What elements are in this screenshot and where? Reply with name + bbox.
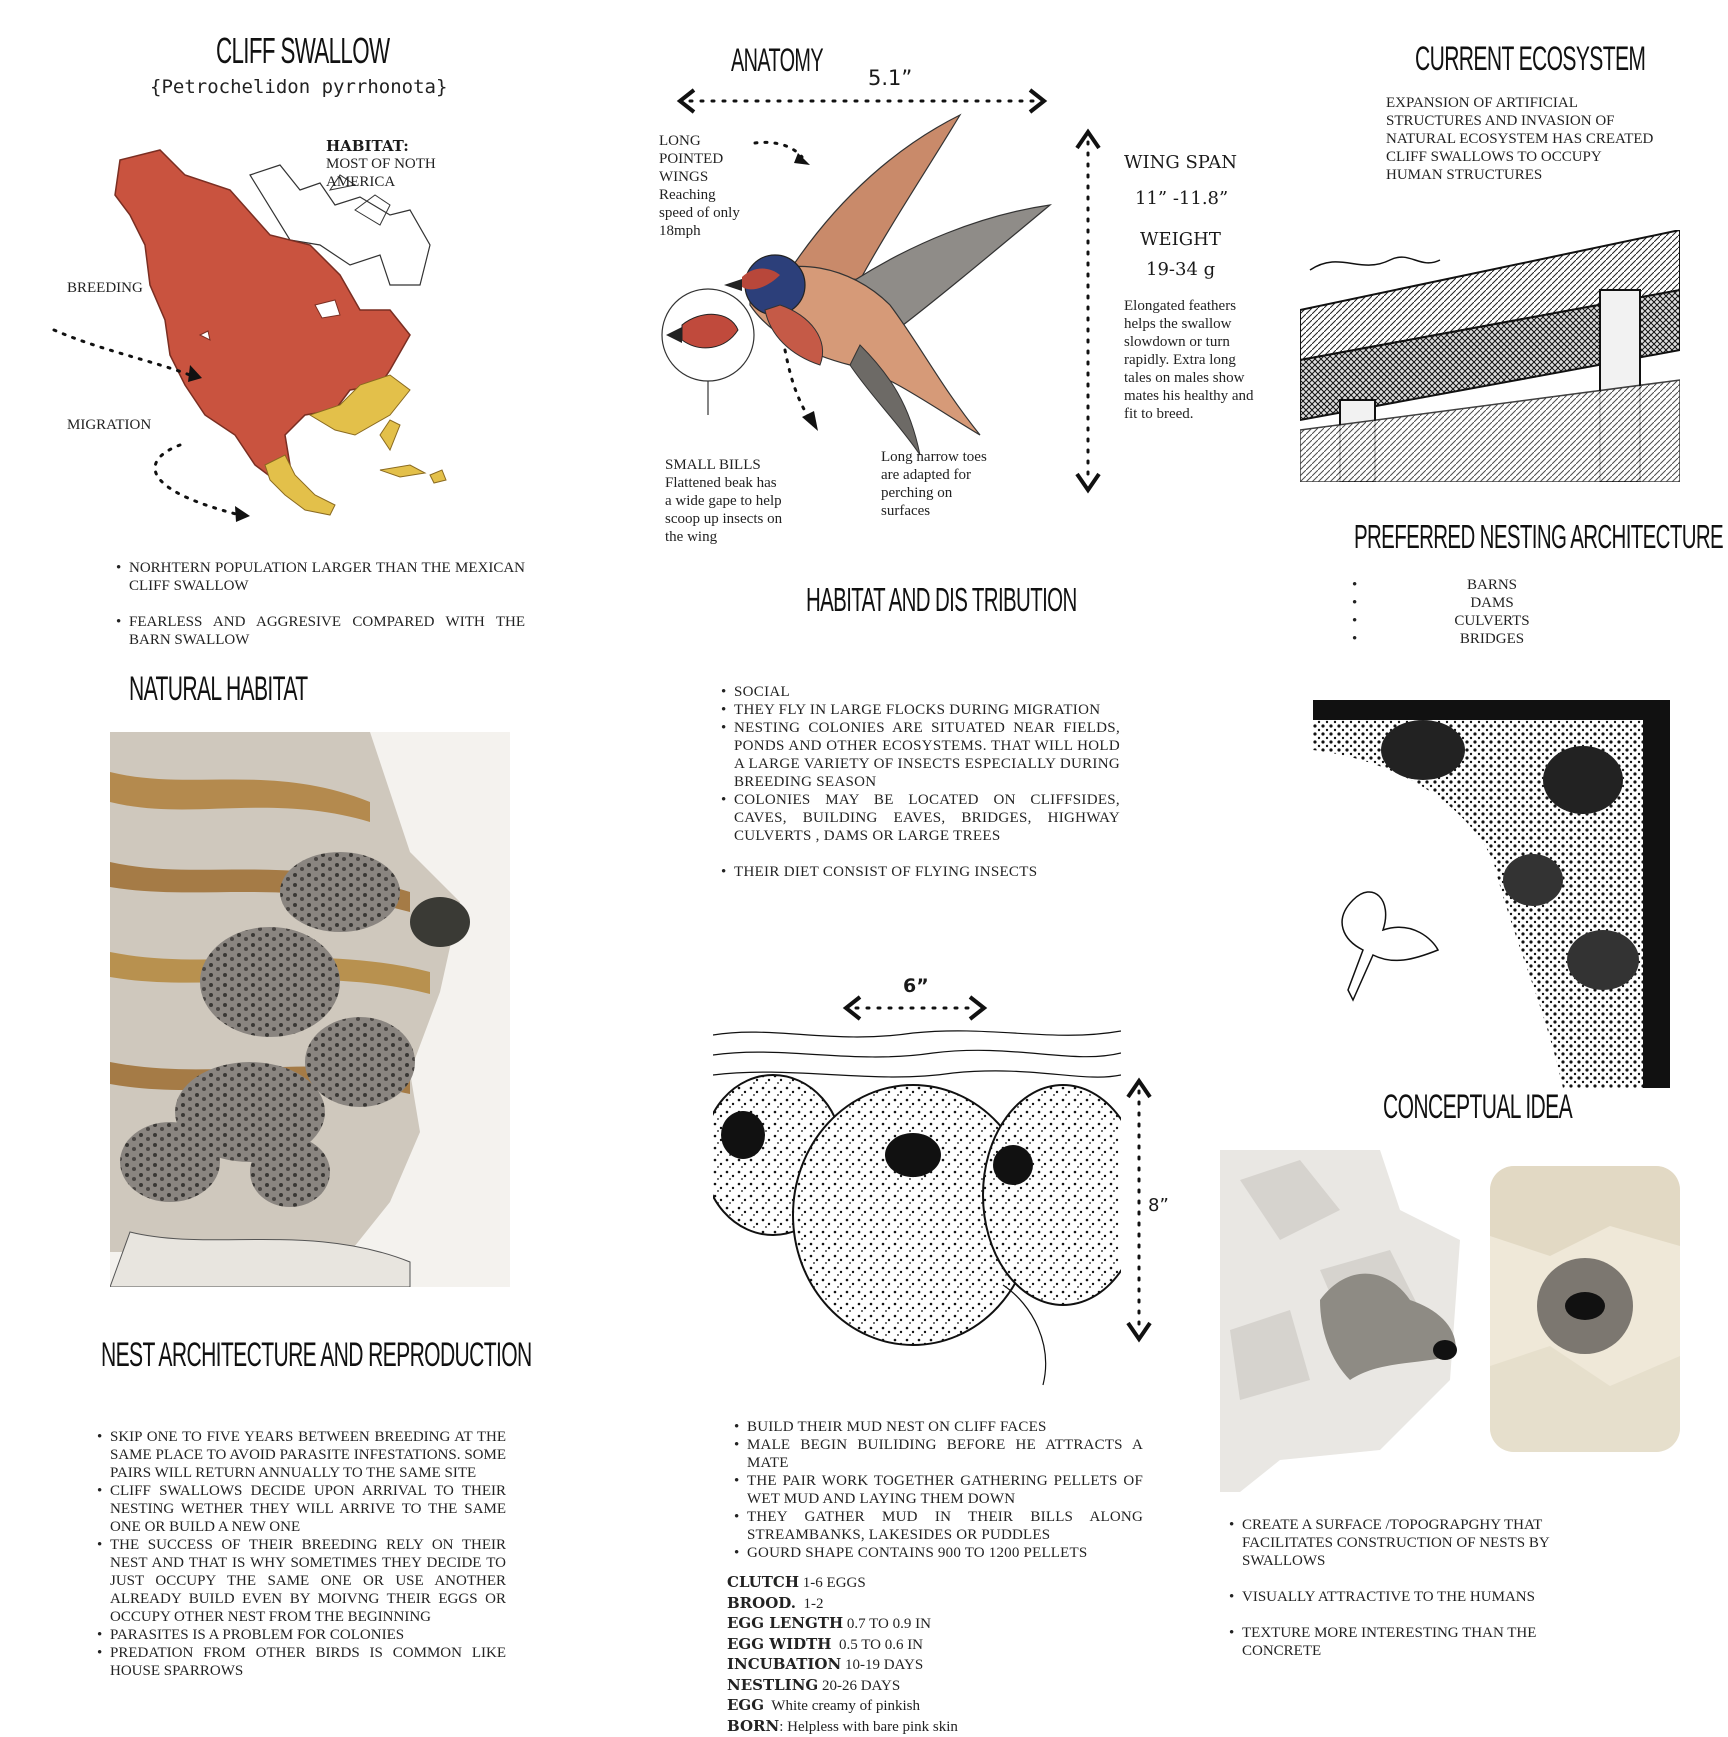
current-ecosystem-heading: CURRENT ECOSYSTEM [1415, 40, 1645, 79]
list-item: • CREATE A SURFACE /TOPOGRAPGHY THAT FACILITATES CONSTRUCTION OF NESTS BY SWALLOWS [1242, 1516, 1608, 1570]
fact-nestling: NESTLING 20-26 DAYS [727, 1676, 1127, 1697]
fact-egg-length: EGG LENGTH 0.7 TO 0.9 IN [727, 1614, 1127, 1635]
list-item: • COLONIES MAY BE LOCATED ON CLIFFSIDES, CAVES, BUILDING EAVES, BRIDGES, HIGHWAY CULVERTS , DAMS OR LARGE TREES [734, 791, 1120, 845]
habitat-distribution-heading: HABITAT AND DIS TRIBUTION [806, 581, 1077, 619]
fact-clutch: CLUTCH 1-6 EGGS [727, 1573, 1127, 1594]
nest-build-bullets [733, 1418, 1143, 1562]
list-item: • PREDATION FROM OTHER BIRDS IS COMMON LIKE HOUSE SPARROWS [110, 1644, 506, 1680]
fact-incubation: INCUBATION 10-19 DAYS [727, 1655, 1127, 1676]
breeding-label: BREEDING [67, 279, 143, 297]
list-item: • FEARLESS AND AGGRESIVE COMPARED WITH THE BARN SWALLOW [129, 613, 525, 649]
list-item: • DAMS [1352, 594, 1632, 612]
mud-nest-drawing [713, 1025, 1121, 1392]
natural-habitat-heading: NATURAL HABITAT [129, 670, 307, 709]
concept-model-photo-2 [1490, 1166, 1680, 1452]
highway-structure-drawing [1300, 230, 1680, 482]
habitat-distribution-bullets [720, 683, 1120, 881]
weight-value: 19-34 g [1146, 259, 1215, 280]
wingspan-arrow [1073, 126, 1103, 496]
preferred-nesting-heading: PREFERRED NESTING ARCHITECTURE [1354, 518, 1723, 556]
fact-born: BORN: Helpless with bare pink skin [727, 1717, 1127, 1737]
nest-architecture-bullets [96, 1428, 506, 1680]
conceptual-bullets [1228, 1516, 1608, 1660]
latin-name: {Petrochelidon pyrrhonota} [150, 76, 447, 98]
habitat-note [326, 138, 456, 191]
breeding-facts [727, 1573, 1127, 1737]
page-title: CLIFF SWALLOW [216, 30, 389, 72]
wings-note: LONG POINTED WINGS Reaching speed of only 18mph [659, 132, 749, 240]
migration-label: MIGRATION [67, 416, 151, 434]
list-item: • THEY FLY IN LARGE FLOCKS DURING MIGRATION [734, 701, 1120, 719]
length-label: 5.1” [868, 66, 912, 90]
list-item: • THE SUCCESS OF THEIR BREEDING RELY ON THEIR NEST AND THAT IS WHY SOMETIMES THEY DECIDE TO JUST OCCUPY THE SAME ONE OR USE ANOTHER ALREADY BUILD EVEN BY MOIVNG THEIR EGGS OR OCCUPY OTHER NEST FROM THE BEGINNING [110, 1536, 506, 1626]
fact-egg: EGG White creamy of pinkish [727, 1696, 1127, 1717]
left-bullets [115, 559, 525, 649]
list-item: • NESTING COLONIES ARE SITUATED NEAR FIELDS, PONDS AND OTHER ECOSYSTEMS. THAT WILL HOLD A LARGE VARIETY OF INSECTS ESPECIALLY DURING BREEDING SEASON [734, 719, 1120, 791]
fact-brood: BROOD. 1-2 [727, 1594, 1127, 1615]
wingspan-value: 11” -11.8” [1135, 188, 1228, 209]
nest-width-arrow [840, 993, 990, 1023]
nest-architecture-heading: NEST ARCHITECTURE AND REPRODUCTION [101, 1336, 532, 1375]
map-arrows [40, 310, 280, 530]
list-item: • CULVERTS [1352, 612, 1632, 630]
habitat-label: HABITAT: [326, 138, 456, 155]
list-item: • PARASITES IS A PROBLEM FOR COLONIES [110, 1626, 506, 1644]
wingspan-label: WING SPAN [1124, 152, 1237, 173]
list-item: • BRIDGES [1352, 630, 1632, 648]
cliff-habitat-illustration [110, 732, 510, 1287]
list-item: • BARNS [1352, 576, 1632, 594]
weight-label: WEIGHT [1140, 229, 1221, 250]
swallow-illustration [660, 105, 1060, 475]
concept-model-photo-1 [1220, 1150, 1470, 1492]
feathers-note: Elongated feathers helps the swallow slowdown or turn rapidly. Extra long tales on males show mates his healthy and fit to breed. [1124, 297, 1254, 423]
fact-egg-width: EGG WIDTH 0.5 TO 0.6 IN [727, 1635, 1127, 1656]
nest-width-label: 6” [903, 975, 929, 997]
list-item: • THE PAIR WORK TOGETHER GATHERING PELLETS OF WET MUD AND LAYING THEM DOWN [747, 1472, 1143, 1508]
list-item: • CLIFF SWALLOWS DECIDE UPON ARRIVAL TO THEIR NESTING WETHER THEY WILL ARRIVE TO THE SAME ONE OR BUILD A NEW ONE [110, 1482, 506, 1536]
conceptual-heading: CONCEPTUAL IDEA [1383, 1088, 1572, 1127]
list-item: • GOURD SHAPE CONTAINS 900 TO 1200 PELLETS [747, 1544, 1143, 1562]
preferred-nesting-list [1352, 576, 1632, 648]
list-item: • SKIP ONE TO FIVE YEARS BETWEEN BREEDING AT THE SAME PLACE TO AVOID PARASITE INFESTATIONS. SOME PAIRS WILL RETURN ANNUALLY TO THE SAME SITE [110, 1428, 506, 1482]
list-item: • BUILD THEIR MUD NEST ON CLIFF FACES [747, 1418, 1143, 1436]
bridge-nest-drawing [1313, 700, 1670, 1088]
list-item: • TEXTURE MORE INTERESTING THAN THE CONCRETE [1242, 1624, 1608, 1660]
list-item: • SOCIAL [734, 683, 1120, 701]
list-item: • THEIR DIET CONSIST OF FLYING INSECTS [734, 863, 1120, 881]
list-item: • MALE BEGIN BUILIDING BEFORE HE ATTRACTS A MATE [747, 1436, 1143, 1472]
current-ecosystem-text: EXPANSION OF ARTIFICIAL STRUCTURES AND INVASION OF NATURAL ECOSYSTEM HAS CREATED CLIFF SWALLOWS TO OCCUPY HUMAN STRUCTURES [1386, 94, 1656, 184]
bills-note: SMALL BILLS Flattened beak has a wide gape to help scoop up insects on the wing [665, 456, 785, 546]
anatomy-heading: ANATOMY [731, 42, 823, 79]
toes-note: Long narrow toes are adapted for perching on surfaces [881, 448, 991, 520]
list-item: • VISUALLY ATTRACTIVE TO THE HUMANS [1242, 1588, 1608, 1606]
nest-height-label: 8” [1148, 1195, 1169, 1216]
list-item: • NORHTERN POPULATION LARGER THAN THE MEXICAN CLIFF SWALLOW [129, 559, 525, 595]
list-item: • THEY GATHER MUD IN THEIR BILLS ALONG STREAMBANKS, LAKESIDES OR PUDDLES [747, 1508, 1143, 1544]
habitat-text: MOST OF NOTH AMERICA [326, 155, 456, 191]
